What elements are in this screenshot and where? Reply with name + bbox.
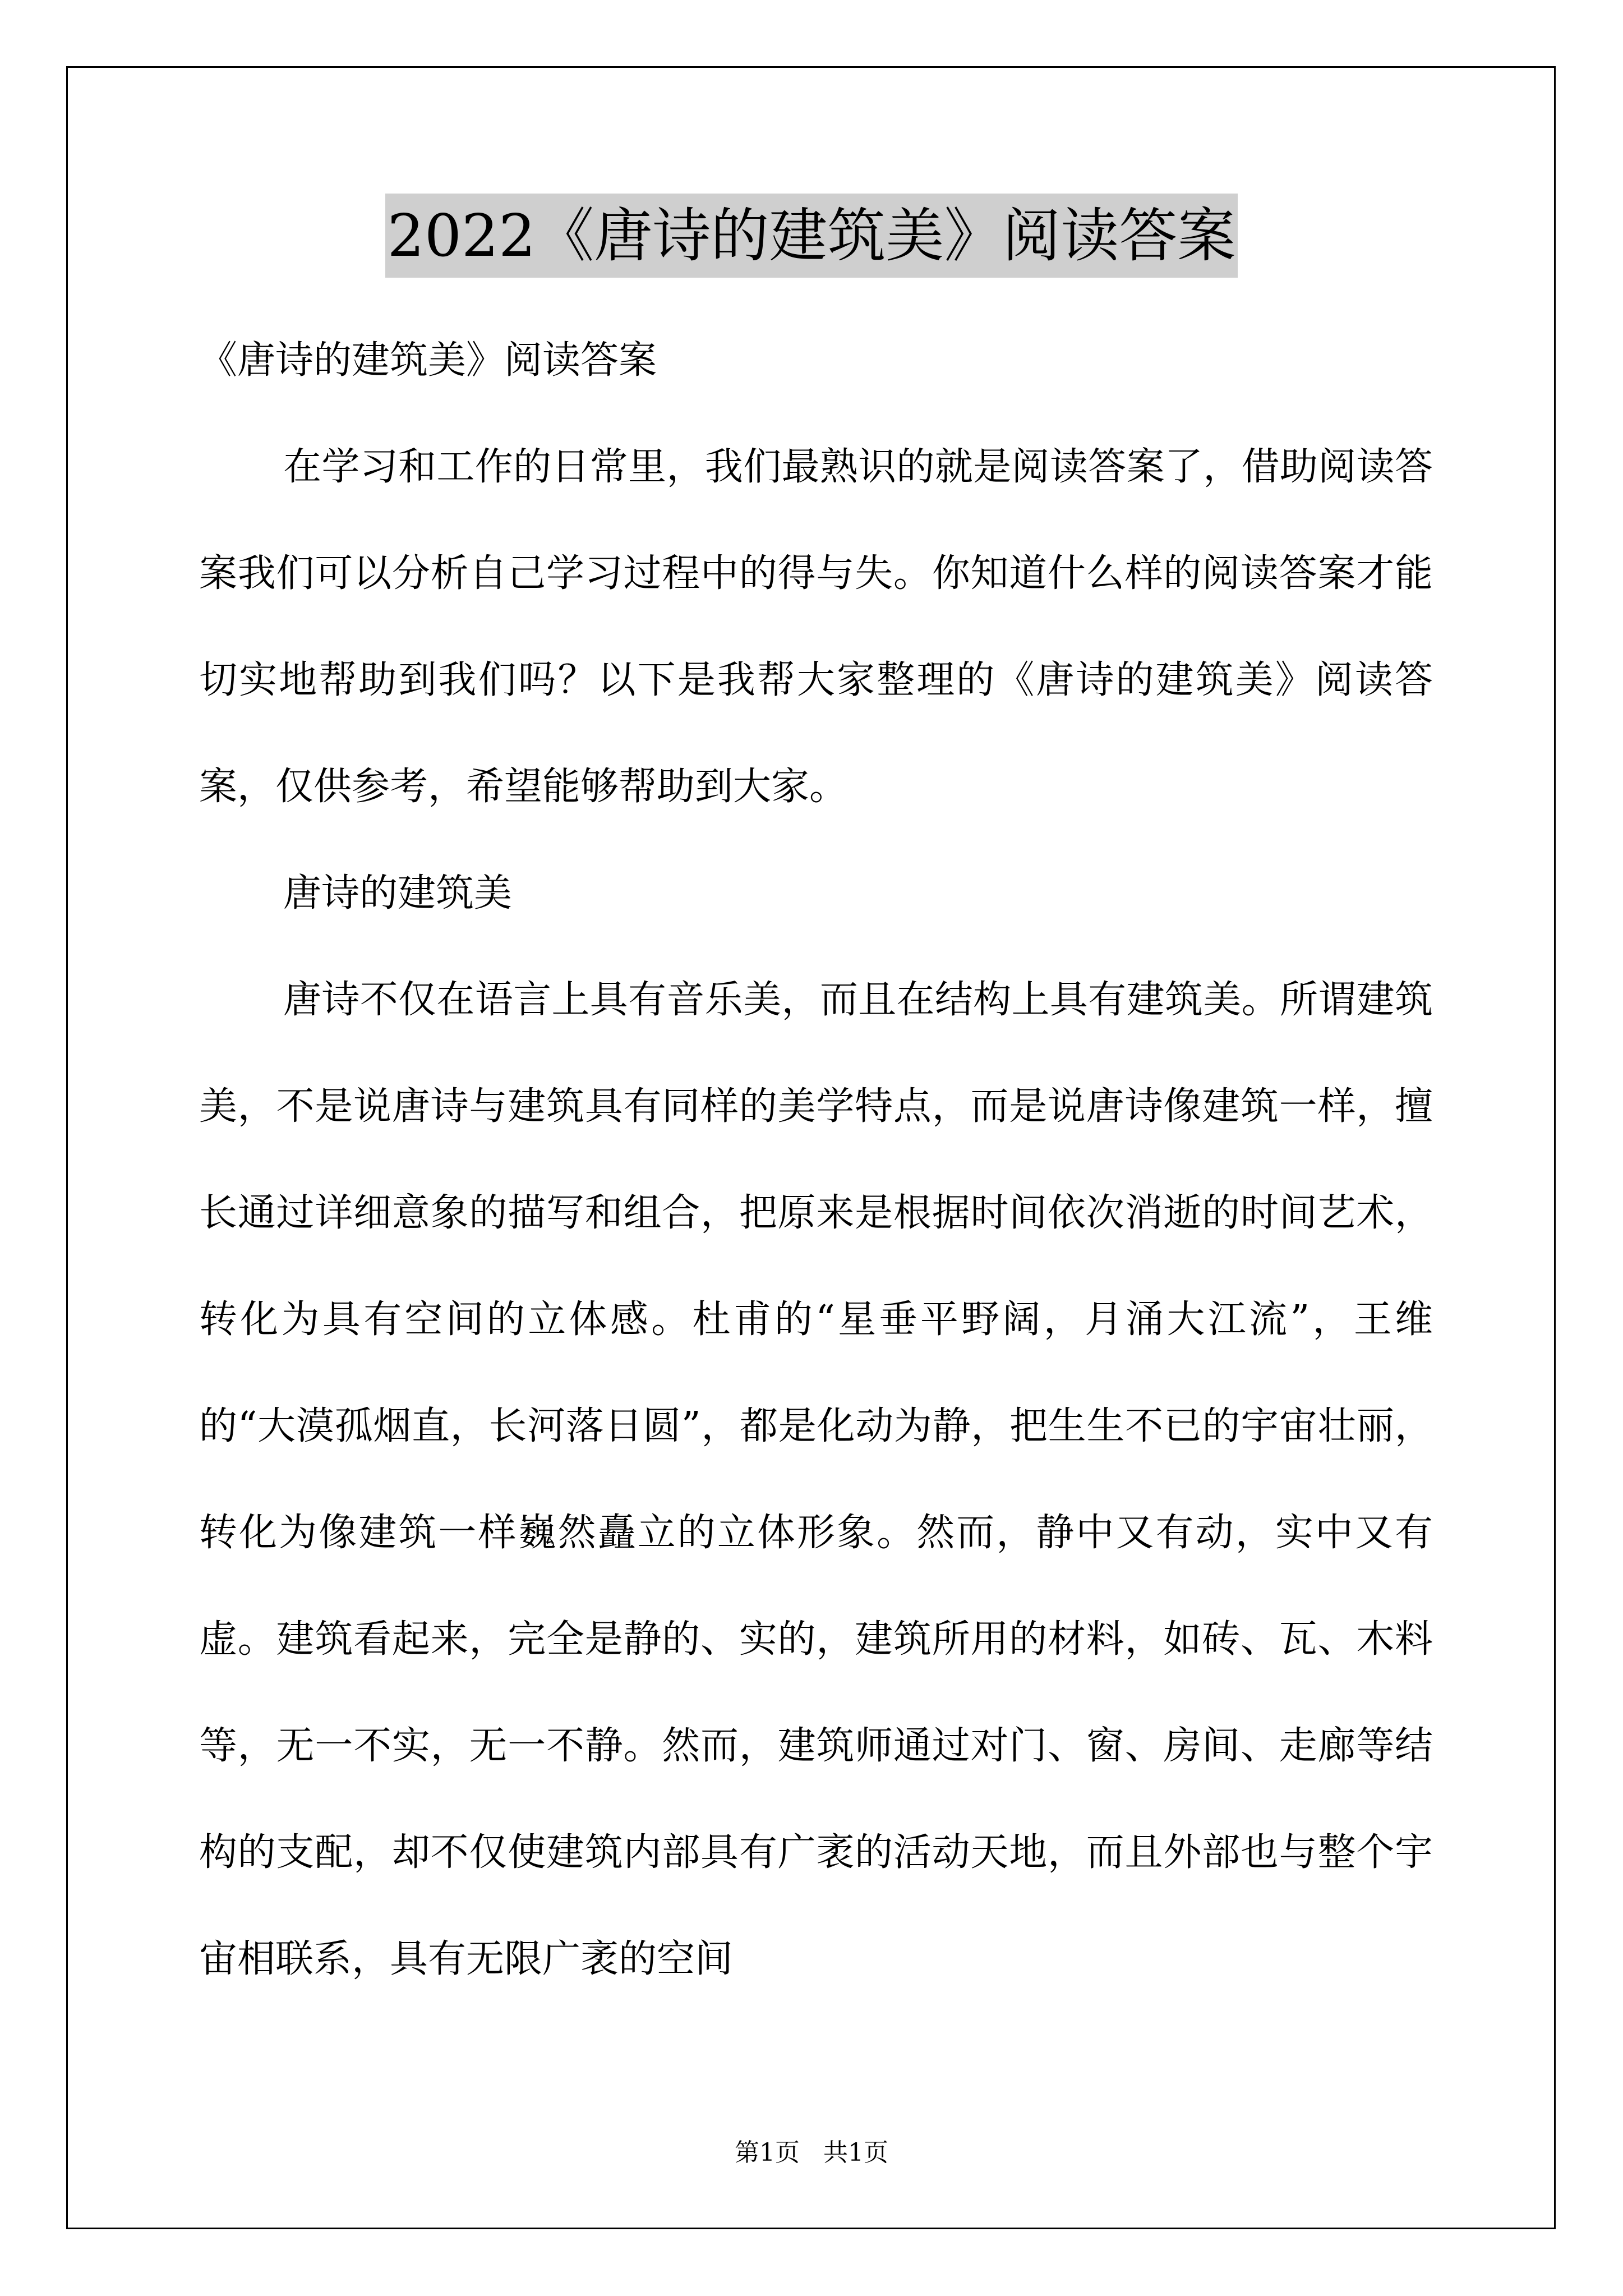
intro-paragraph: 在学习和工作的日常里，我们最熟识的就是阅读答案了，借助阅读答案我们可以分析自己学习过程中的得与失。你知道什么样的阅读答案才能切实地帮助到我们吗？以下是我帮大家整理的《唐诗的建筑美》阅读答案，仅供参考，希望能够帮助到大家。 <box>199 445 1433 809</box>
page-footer: 第1页 共1页 <box>735 2138 888 2167</box>
section-heading: 唐诗的建筑美 <box>283 871 513 915</box>
subtitle-paragraph: 《唐诗的建筑美》阅读答案 <box>199 338 657 383</box>
body-paragraph: 唐诗不仅在语言上具有音乐美，而且在结构上具有建筑美。所谓建筑美，不是说唐诗与建筑具有同样的美学特点，而是说唐诗像建筑一样，擅长通过详细意象的描写和组合，把原来是根据时间依次消逝的时间艺术，转化为具有空间的立体感。杜甫的“星垂平野阔，月涌大江流”，王维的“大漠孤烟直，长河落日圆”，都是化动为静，把生生不已的宇宙壮丽，转化为像建筑一样巍然矗立的立体形象。然而，静中又有动，实中又有虚。建筑看起来，完全是静的、实的，建筑所用的材料，如砖、瓦、木料等，无一不实，无一不静。然而，建筑师通过对门、窗、房间、走廊等结构的支配，却不仅使建筑内部具有广袤的活动天地，而且外部也与整个宇宙相联系，具有无限广袤的空间 <box>199 978 1433 1981</box>
document-title: 2022《唐诗的建筑美》阅读答案 <box>385 194 1238 278</box>
title-container <box>0 194 1623 278</box>
document-body <box>199 307 1433 2013</box>
